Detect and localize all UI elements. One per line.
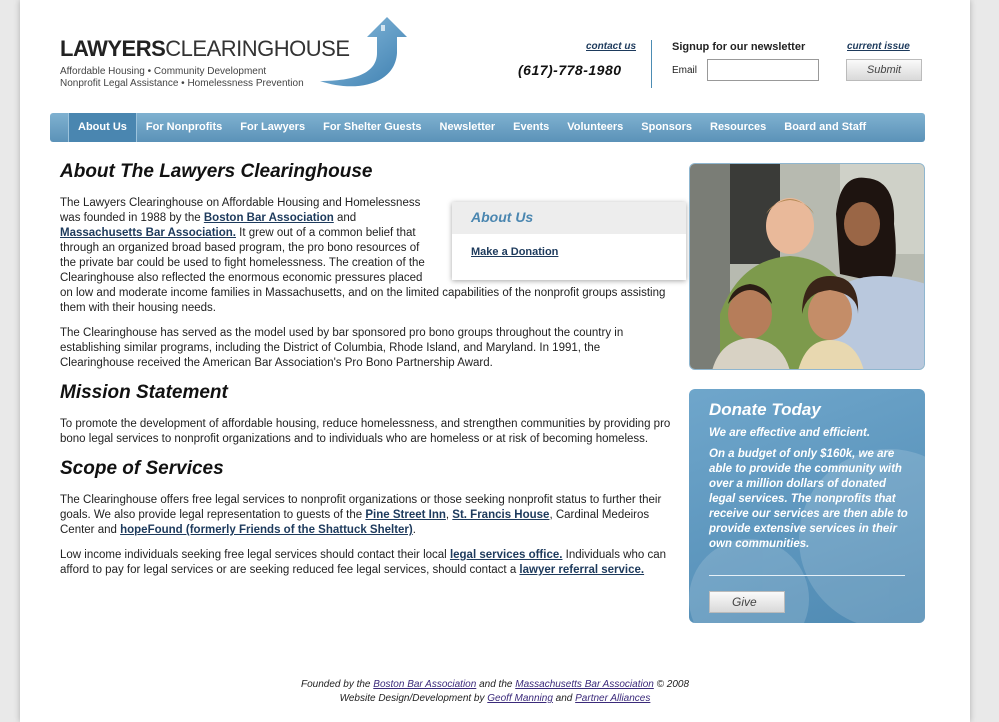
make-a-donation-link[interactable]: Make a Donation: [471, 246, 559, 258]
nav-item-for-nonprofits[interactable]: For Nonprofits: [145, 121, 223, 133]
newsletter-signup-title: Signup for our newsletter: [672, 41, 806, 53]
house-arrow-icon: [315, 15, 415, 95]
legal-services-office-link[interactable]: legal services office.: [449, 549, 563, 561]
about-us-submenu: [452, 202, 686, 280]
phone-number: (617)-778-1980: [518, 62, 622, 78]
main-content: [60, 160, 672, 588]
donate-body: On a budget of only $160k, we are able to provide the community with over a million dollars of donated legal services. The nonprofits that receive our services are then able to provide extensive services in their own communities.: [709, 448, 908, 550]
submit-button[interactable]: Submit: [846, 59, 922, 81]
page-title: About The Lawyers Clearinghouse: [60, 161, 373, 182]
current-issue-link[interactable]: current issue: [847, 41, 910, 52]
massachusetts-bar-association-link[interactable]: Massachusetts Bar Association.: [60, 227, 236, 239]
footer: [20, 678, 970, 706]
boston-bar-association-link[interactable]: Boston Bar Association: [203, 212, 334, 224]
nav-item-sponsors[interactable]: Sponsors: [641, 121, 692, 133]
logo-wordmark: LAWYERSCLEARINGHOUSE: [60, 36, 350, 61]
history-paragraph: The Lawyers Clearinghouse on Affordable Housing and Homelessness was founded in 1988 by the Boston Bar Association and Massachusetts Bar Association. It grew out of a common belief that through an organized broad based program, the pro bono resources of the private bar could be used to fight homelessness. The creation of the Clearinghouse also reflected the enormous economic pressures placed on low and moderate income families in Massachusetts, and on the limited capabilities of the nonprofit groups assisting them with their housing needs.: [60, 197, 666, 314]
nav-item-board-and-staff[interactable]: Board and Staff: [784, 121, 867, 133]
nav-item-newsletter[interactable]: Newsletter: [439, 121, 496, 133]
nav-item-resources[interactable]: Resources: [710, 121, 767, 133]
family-photo: [689, 163, 925, 370]
donate-panel: [689, 389, 925, 623]
donate-title: Donate Today: [709, 400, 821, 419]
mission-paragraph: To promote the development of affordable housing, reduce homelessness, and strengthen communities by providing pro bono legal services to nonprofit organizations and to individuals who are homeless or at risk of becoming homeless.: [60, 418, 671, 445]
geoff-manning-link[interactable]: Geoff Manning: [487, 693, 553, 704]
page: [20, 0, 970, 722]
nav-item-for-shelter-guests[interactable]: For Shelter Guests: [323, 121, 422, 133]
nav-item-about-us[interactable]: About Us: [68, 113, 137, 142]
lawyer-referral-service-link[interactable]: lawyer referral service.: [519, 564, 645, 576]
donate-divider: [709, 575, 905, 576]
hopefound-link[interactable]: hopeFound (formerly Friends of the Shattuck Shelter): [120, 524, 413, 536]
email-label: Email: [672, 65, 698, 76]
footer-line-1: Founded by the Boston Bar Association and the Massachusetts Bar Association © 2008: [301, 679, 689, 690]
scope-heading: Scope of Services: [60, 458, 224, 479]
logo-tagline-1: Affordable Housing • Community Development: [60, 66, 267, 77]
site-logo[interactable]: [60, 15, 420, 95]
logo-tagline-2: Nonprofit Legal Assistance • Homelessness Prevention: [60, 78, 304, 89]
model-paragraph: The Clearinghouse has served as the model used by bar sponsored pro bono groups throughout the country in establishing similar programs, including the District of Columbia, Rhode Island, and Maryland. In 1991, the Clearinghouse received the American Bar Association's Pro Bono Partnership Award.: [60, 327, 624, 369]
scope-paragraph-2: Low income individuals seeking free legal services should contact their local legal services office. Individuals who can afford to pay for legal services or are seeking reduced fee legal services, should contact a lawyer referral service.: [60, 549, 667, 576]
submenu-title: About Us: [452, 202, 686, 234]
mission-heading: Mission Statement: [60, 382, 228, 403]
scope-paragraph-1: The Clearinghouse offers free legal services to nonprofit organizations or those seeking nonprofit status to further their goals. We also provide legal representation to guests of the Pine Street Inn, St. Francis House, Cardinal Medeiros Center and hopeFound (formerly Friends of the Shattuck Shelter).: [60, 494, 662, 536]
st-francis-house-link[interactable]: St. Francis House: [452, 509, 550, 521]
footer-massachusetts-bar-link[interactable]: Massachusetts Bar Association: [515, 679, 654, 690]
main-nav: [50, 113, 925, 142]
give-button[interactable]: Give: [709, 591, 785, 613]
partner-alliances-link[interactable]: Partner Alliances: [575, 693, 651, 704]
donate-subtitle: We are effective and efficient.: [709, 427, 871, 439]
nav-item-volunteers[interactable]: Volunteers: [567, 121, 624, 133]
header-divider: [651, 40, 652, 88]
contact-us-link[interactable]: contact us: [586, 41, 637, 52]
email-field[interactable]: [707, 59, 819, 81]
footer-line-2: Website Design/Development by Geoff Manning and Partner Alliances: [339, 693, 651, 704]
nav-item-events[interactable]: Events: [513, 121, 550, 133]
nav-item-for-lawyers[interactable]: For Lawyers: [240, 121, 306, 133]
footer-boston-bar-link[interactable]: Boston Bar Association: [373, 679, 477, 690]
pine-street-inn-link[interactable]: Pine Street Inn: [365, 509, 446, 521]
